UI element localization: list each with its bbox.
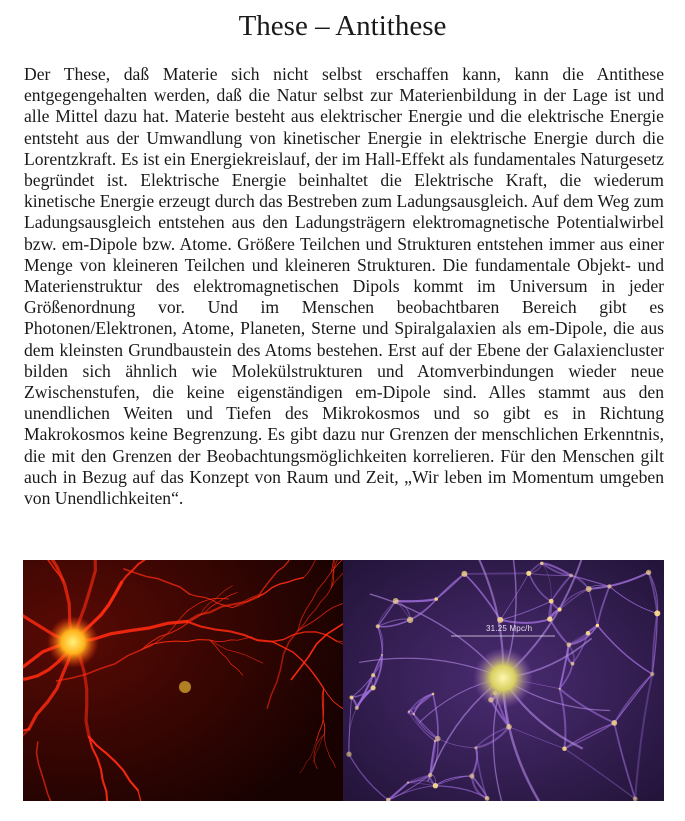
cosmic-web-graphic (343, 560, 664, 801)
cosmic-web-image (343, 560, 664, 801)
neuron-image (23, 560, 343, 801)
page-title: These – Antithese (238, 10, 447, 42)
neuron-network-graphic (23, 560, 343, 801)
body-paragraph: Der These, daß Materie sich nicht selbst erschaffen kann, kann die Antithese entgegengehalten werden, daß die Natur selbst zur Materienbildung in der Lage ist und alle Mittel dazu hat. Materie besteht aus elektrischer Energie und die elektrische Energie entsteht aus der Umwandlung von kinetischer Energie in elektrische Energie durch die Lorentzkraft. Es ist ein Energiekreislauf, der im Hall-Effekt als fundamentales Naturgesetz begründet ist. Elektrische Energie beinhaltet die Elektrische Kraft, die wiederum kinetische Energie erzeugt durch das Bestreben zum Ladungsausgleich. Auf dem Weg zum Ladungsausgleich entstehen aus den Ladungsträgern elektromagnetische Potentialwirbel bzw. em-Dipole bzw. Atome. Größere Teilchen und Strukturen entstehen immer aus einer Menge von kleineren Teilchen und kleineren Strukturen. Die fundamentale Objekt- und Materienstruktur des elektromagnetischen Dipols kommt im Universum in jeder Größenordnung vor. Und im Menschen beobachtbaren Bereich gibt es Photonen/Elektronen, Atome, Planeten, Sterne und Spiralgalaxien als em-Dipole, die aus dem kleinsten Grundbaustein des Atoms bestehen. Erst auf der Ebene der Galaxiencluster bilden sich ähnlich wie Molekülstrukturen und Atomverbindungen wieder neue Zwischenstufen, die keine eigenständigen em-Dipole sind. Alles stammt aus den unendlichen Weiten und Tiefen des Mikrokosmos und so gibt es in Richtung Makrokosmos keine Begrenzung. Es gibt dazu nur Grenzen der menschlichen Erkenntnis, die mit den Grenzen der Beobachtungsmöglichkeiten korrelieren. Für den Menschen gilt auch in Bezug auf das Konzept von Raum und Zeit, „Wir leben im Momentum umgeben von Unendlichkeiten“. (24, 64, 664, 509)
scale-label: 31.25 Mpc/h (486, 624, 533, 633)
comparison-figure (23, 560, 664, 801)
